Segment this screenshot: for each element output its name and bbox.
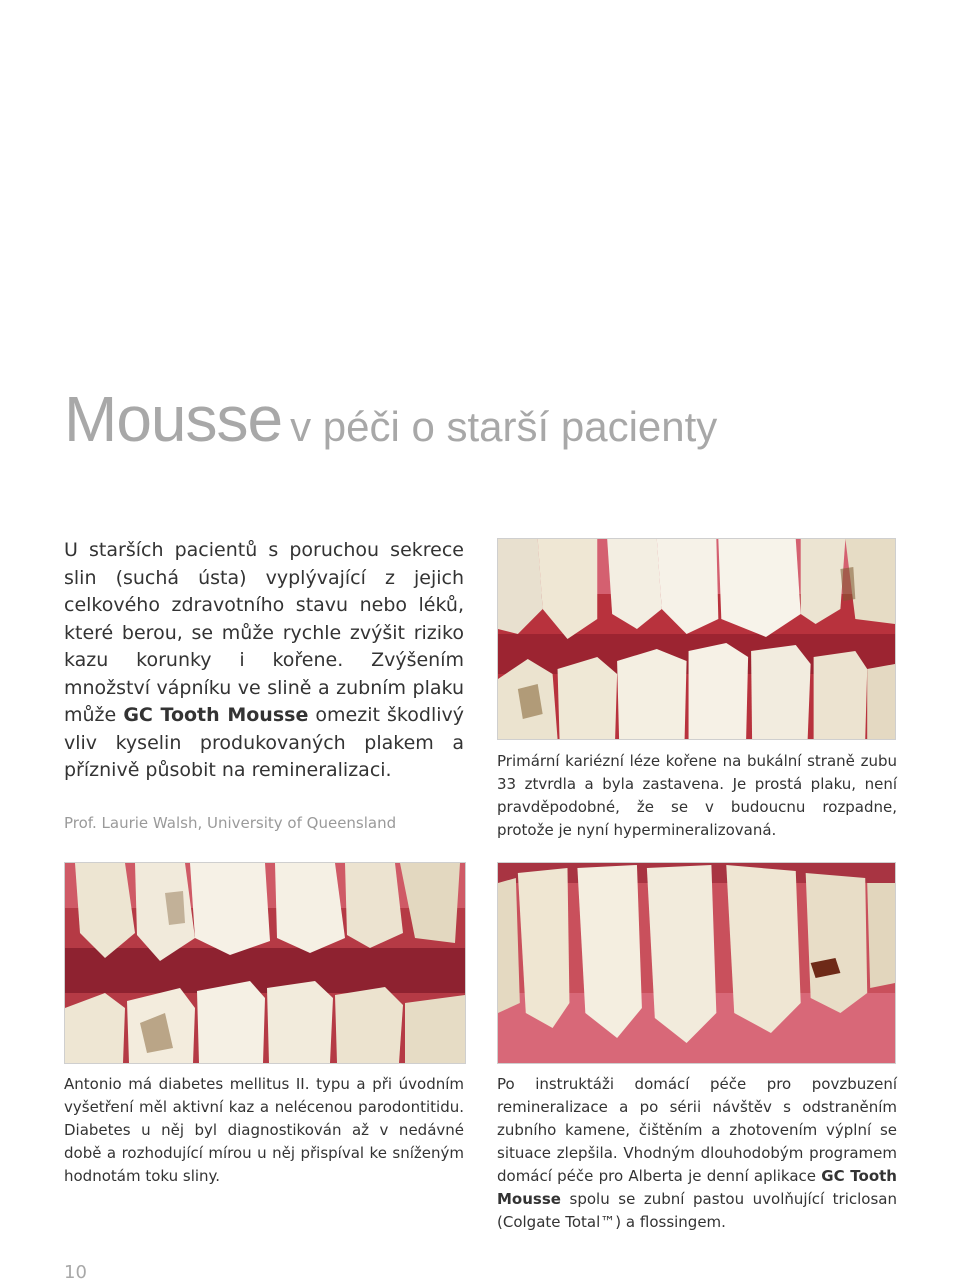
page-title [64, 382, 717, 456]
dental-photo-root-lesion [497, 538, 896, 740]
quote-author: Prof. Laurie Walsh, University of Queensland [64, 814, 397, 832]
dental-photo-alberto-after [497, 862, 896, 1064]
dental-photo-antonio-before [64, 862, 466, 1064]
intro-quote [64, 537, 464, 785]
caption-alberto-product: GC Tooth Mousse [497, 1167, 897, 1208]
title-subtitle: v péči o starší pacienty [290, 403, 718, 450]
quote-text-before: U starších pacientů s poruchou sekrece slin (suchá ústa) vyplývající z jejich celkového zdravotního stavu nebo léků, které berou, se může rychle zvýšit riziko kazu korunky i kořene. Zvýšením množství vápníku ve slině a zubním plaku může [64, 539, 464, 726]
quote-product-name: GC Tooth Mousse [123, 704, 309, 726]
page-number: 10 [64, 1262, 87, 1283]
caption-antonio: Antonio má diabetes mellitus II. typu a při úvodním vyšetření měl aktivní kaz a nelécenou parodontitidu. Diabetes u něj byl diagnostikován až v nedávné době a rozhodující mírou u něj přispíval ke sníženým hodnotám toku sliny. [64, 1075, 464, 1185]
caption-alberto-text-after: spolu se zubní pastou uvolňující triclosan (Colgate Total™) a flossingem. [497, 1190, 897, 1231]
caption-alberto [497, 1073, 897, 1234]
caption-root-lesion: Primární kariézní léze kořene na bukální straně zubu 33 ztvrdla a byla zastavena. Je prostá plaku, není pravděpodobné, že se v budoucnu rozpadne, protože je nyní hypermineralizovaná. [497, 752, 897, 839]
title-main: Mousse [64, 383, 283, 455]
quote-text-after: omezit škodlivý vliv kyselin produkovaných plakem a příznivě působit na remineralizaci. [64, 704, 464, 781]
caption-alberto-text-before: Po instruktáži domácí péče pro povzbuzení remineralizace a po sérii návštěv s odstraněním zubního kamene, čištěním a zhotovením výplní se situace zlepšila. Vhodným dlouhodobým programem domácí péče pro Alberta je denní aplikace [497, 1075, 897, 1185]
